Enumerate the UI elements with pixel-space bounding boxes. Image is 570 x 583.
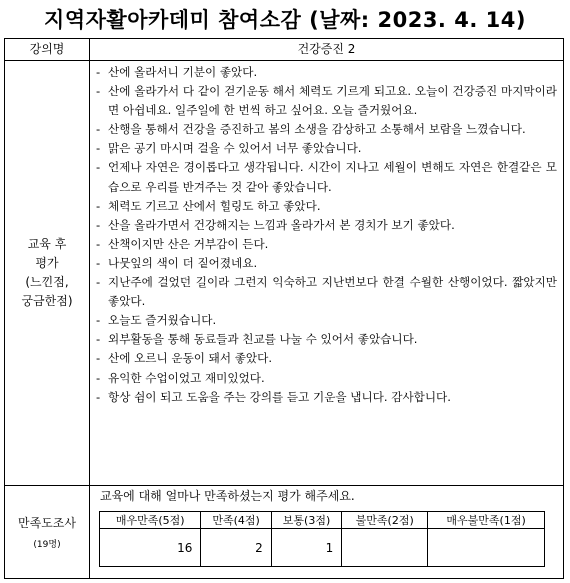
evaluation-item-text: 오늘도 즐거웠습니다. xyxy=(108,313,217,328)
evaluation-item xyxy=(96,63,557,82)
evaluation-item xyxy=(96,82,557,120)
bullet-dash: - xyxy=(96,332,101,347)
evaluation-item xyxy=(96,120,557,139)
satisfaction-title: 만족도조사 xyxy=(18,515,76,530)
satisfaction-header-row xyxy=(100,512,545,529)
bullet-dash: - xyxy=(96,389,101,404)
rating-value xyxy=(428,529,545,567)
evaluation-label-line: (느낀점, xyxy=(25,275,69,289)
satisfaction-label xyxy=(5,485,90,578)
rating-value: 2 xyxy=(201,529,271,567)
evaluation-item-text: 지난주에 걸었던 길이라 그런지 익숙하고 지난번보다 한결 수월한 산행이었다. 짧았지만 좋았다. xyxy=(108,275,557,309)
evaluation-item xyxy=(96,197,557,216)
satisfaction-value-row xyxy=(100,529,545,567)
evaluation-item xyxy=(96,369,557,388)
survey-table xyxy=(4,38,564,579)
evaluation-item xyxy=(96,349,557,368)
bullet-dash: - xyxy=(96,275,101,290)
evaluation-item-text: 체력도 기르고 산에서 힐링도 하고 좋았다. xyxy=(108,198,321,213)
evaluation-label xyxy=(5,61,90,485)
evaluation-item-text: 산에 올라가서 다 같이 걷기운동 해서 체력도 기르게 되고요. 오늘이 건강증진 마지막이라면 아쉽네요. 일주일에 한 번씩 하고 싶어요. 오늘 즐거웠어요. xyxy=(108,84,557,118)
evaluation-label-line: 평가 xyxy=(35,256,59,270)
evaluation-item-text: 언제나 자연은 경이롭다고 생각됩니다. 시간이 지나고 세월이 변해도 자연은 한결같은 모습으로 우리를 반겨주는 것 같아 좋았습니다. xyxy=(108,160,557,194)
evaluation-item-text: 유익한 수업이었고 재미있었다. xyxy=(108,370,265,385)
evaluation-item-text: 맑은 공기 마시며 걸을 수 있어서 너무 좋았습니다. xyxy=(108,141,362,156)
evaluation-list xyxy=(90,61,563,485)
course-header-row xyxy=(5,39,563,61)
bullet-dash: - xyxy=(96,65,101,79)
course-col-label: 강의명 xyxy=(5,39,90,60)
evaluation-item xyxy=(96,273,557,311)
evaluation-item xyxy=(96,216,557,235)
satisfaction-question: 교육에 대해 얼마나 만족하셨는지 평가 해주세요. xyxy=(100,489,355,503)
evaluation-item xyxy=(96,311,557,330)
respondent-count: (19명) xyxy=(33,539,61,550)
satisfaction-table xyxy=(99,511,545,567)
evaluation-item-text: 산을 올라가면서 건강해지는 느낌과 올라가서 본 경치가 보기 좋았다. xyxy=(108,217,455,232)
bullet-dash: - xyxy=(96,236,101,251)
evaluation-item xyxy=(96,158,557,196)
rating-header: 보통(3점) xyxy=(271,512,341,529)
rating-value xyxy=(342,529,428,567)
rating-value: 1 xyxy=(271,529,341,567)
course-name: 건강증진 2 xyxy=(297,42,356,56)
evaluation-item-text: 항상 쉼이 되고 도움을 주는 강의를 듣고 기운을 냅니다. 감사합니다. xyxy=(108,389,451,404)
bullet-dash: - xyxy=(96,217,101,232)
rating-header: 매우만족(5점) xyxy=(100,512,201,529)
evaluation-item xyxy=(96,388,557,407)
evaluation-item xyxy=(96,254,557,273)
bullet-dash: - xyxy=(96,160,101,175)
bullet-dash: - xyxy=(96,370,101,385)
rating-header: 불만족(2점) xyxy=(342,512,428,529)
evaluation-item-text: 산책이지만 산은 거부감이 든다. xyxy=(108,236,269,251)
evaluation-item-text: 나뭇잎의 색이 더 짙어졌네요. xyxy=(108,255,258,270)
bullet-dash: - xyxy=(96,122,101,137)
page-title: 지역자활아카데미 참여소감 (날짜: 2023. 4. 14) xyxy=(44,8,526,32)
evaluation-item-text: 외부활동을 통해 동료들과 친교를 나눌 수 있어서 좋았습니다. xyxy=(108,332,418,347)
rating-value: 16 xyxy=(100,529,201,567)
bullet-dash: - xyxy=(96,198,101,213)
evaluation-item xyxy=(96,139,557,158)
bullet-dash: - xyxy=(96,255,101,270)
evaluation-item-text: 산에 올라서니 기분이 좋았다. xyxy=(108,65,258,79)
bullet-dash: - xyxy=(96,313,101,328)
bullet-dash: - xyxy=(96,351,101,366)
evaluation-item xyxy=(96,330,557,349)
evaluation-label-line: 궁금한점) xyxy=(21,294,73,308)
rating-header: 매우불만족(1점) xyxy=(428,512,545,529)
evaluation-label-line: 교육 후 xyxy=(27,237,67,251)
evaluation-item-text: 산에 오르니 운동이 돼서 좋았다. xyxy=(108,351,273,366)
evaluation-item xyxy=(96,235,557,254)
bullet-dash: - xyxy=(96,141,101,156)
evaluation-item-text: 산행을 통해서 건강을 증진하고 봄의 소생을 감상하고 소통해서 보람을 느꼈습니다. xyxy=(108,122,526,137)
rating-header: 만족(4점) xyxy=(201,512,271,529)
bullet-dash: - xyxy=(96,84,101,99)
